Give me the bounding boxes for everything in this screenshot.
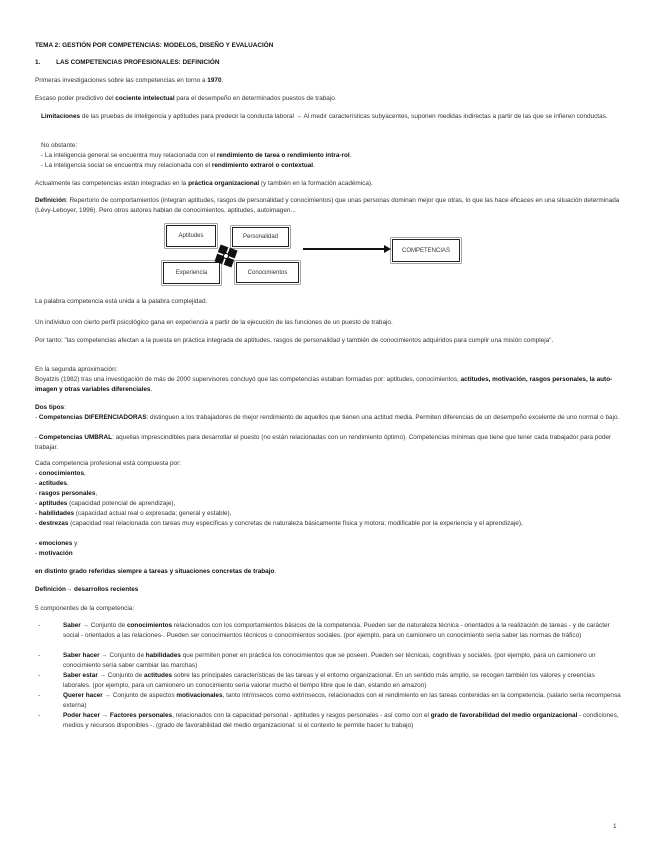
item-text [63, 671, 621, 691]
text: - [35, 520, 39, 527]
text: → Conjunto de [97, 672, 145, 679]
bullet: - [38, 692, 41, 699]
bold-text: Dos tipos [35, 404, 65, 411]
bold-text: conocimientos [126, 622, 173, 629]
puzzle-icon [214, 244, 238, 268]
text: , [84, 470, 86, 477]
section-number: 1. [35, 59, 41, 66]
text: Por tanto: "las competencias afectan a la puesta en práctica integrada de aptitudes, rasgos de personalidad y también de conocimientos adquiridos para cumplir una misión compleja". [35, 337, 554, 344]
text: , [95, 490, 98, 497]
text: Escaso poder predictivo del [35, 95, 116, 102]
text: - [35, 414, 39, 421]
text: . [313, 162, 315, 169]
bold-text: actitudes [38, 480, 67, 487]
section-label: LAS COMPETENCIAS PROFESIONALES: DEFINICIÓN [56, 59, 220, 66]
list-item [35, 433, 621, 453]
bold-text: en distinto grado referidas siempre a tareas y situaciones concretas de trabajo [35, 568, 275, 575]
paragraph [35, 459, 621, 469]
bold-text: Saber hacer [63, 652, 100, 659]
list-item [41, 161, 621, 171]
bold-text: Competencias DIFERENCIADORAS [38, 414, 147, 421]
diagram-box-competencias: COMPETENCIAS [392, 239, 460, 262]
bold-text: Poder hacer [63, 712, 100, 719]
text: → Conjunto de [80, 622, 127, 629]
bold-text: destrezas [38, 520, 69, 527]
text: : aquellas imprescindibles para desarrollar el puesto (no están relacionadas con un rendimiento óptimo). Competencias mínimas que tiene que tener cada trabajador para poder trabajar. [35, 434, 612, 451]
list-item [35, 489, 621, 499]
list-item [35, 539, 621, 549]
text: - [35, 490, 39, 497]
text: . [274, 568, 277, 575]
text: Actualmente las competencias están integradas en la [35, 180, 189, 187]
diagram-box-experiencia: Experiencia [163, 262, 220, 284]
text: : [64, 404, 66, 411]
bold-text: rendimiento extrarol o contextual [211, 162, 314, 169]
item-text [63, 651, 621, 671]
paragraph [35, 604, 621, 614]
definition-paragraph [35, 196, 621, 216]
list-item [35, 469, 621, 479]
paragraph [35, 76, 621, 86]
text: que permiten poner en práctica los conocimientos que se poseen. Pueden ser técnicas, cognitivas y sociales. (por ejemplo, para un camionero un conocimiento sería saber cambiar las marchas) [63, 652, 596, 669]
diagram-box-conocimientos: Conocimientos [236, 262, 299, 283]
text: 5 componentes de la competencia: [35, 605, 135, 612]
bold-text: práctica organizacional [188, 180, 260, 187]
bold-text: aptitudes [38, 500, 68, 507]
paragraph [35, 365, 621, 375]
text: para el desempeño en determinados puestos de trabajo. [174, 95, 337, 102]
bold-text: Definición→ desarrollos recientes [35, 586, 139, 593]
text: - [35, 510, 39, 517]
list-item [35, 413, 621, 423]
subheading [35, 585, 621, 595]
item-text [63, 711, 621, 731]
paragraph [35, 403, 621, 413]
text: - La inteligencia social se encuentra muy relacionada con el [41, 162, 212, 169]
bold-text: actitudes [144, 672, 173, 679]
text: , relacionados con la capacidad personal - aptitudes y rasgos personales - así como con el [172, 712, 431, 719]
bold-text: Saber estar [63, 672, 98, 679]
item-text [63, 691, 621, 711]
text: Primeras investigaciones sobre las competencias en torno a [35, 77, 208, 84]
document-title: TEMA 2: GESTIÓN POR COMPETENCIAS: MODELOS, DISEÑO Y EVALUACIÓN [35, 42, 274, 49]
text: - condiciones, medios y recursos disponibles -. (grado de favorabilidad del medio organizacional: si el contexto te permite hacer tu trabajo) [63, 712, 619, 729]
bold-text: grado de favorabilidad del medio organizacional [430, 712, 578, 719]
paragraph [35, 318, 621, 328]
paragraph [35, 94, 621, 104]
text: . [150, 386, 153, 393]
paragraph [41, 141, 621, 151]
bold-text: motivación [38, 550, 73, 557]
text: → Conjunto de aspectos [102, 692, 177, 699]
bullet: - [38, 622, 41, 629]
bold-text: 1970 [207, 77, 222, 84]
limitations-paragraph [41, 112, 621, 122]
paragraph [35, 375, 621, 395]
text: (capacidad actual real o expresada; general y estable), [74, 510, 232, 517]
bold-text: actitudes, motivación, rasgos personales, la auto-imagen y otras variables diferenciales [35, 376, 613, 393]
bold-text: cociente intelectual [115, 95, 175, 102]
text: - [35, 540, 39, 547]
bold-text: Querer hacer [63, 692, 103, 699]
text: y [72, 540, 78, 547]
bold-text: Saber [63, 622, 81, 629]
bullet: - [38, 712, 41, 719]
diagram-box-personalidad: Personalidad [232, 227, 289, 247]
text: de las pruebas de inteligencia y aptitudes para predecir la conducta laboral → Al medir características subyacentes, suponen medidas indirectas a partir de las que se infieren conductas. [80, 113, 608, 120]
bold-text: rasgos personales [38, 490, 96, 497]
text: , [66, 480, 69, 487]
page-number: 1 [613, 823, 617, 830]
text: Cada competencia profesional está compuesta por: [35, 460, 182, 467]
text: relacionados con los comportamientos básicos de la competencia. Pueden ser de naturaleza técnica - orientados a la realización de tareas - y de carácter social - orientados a las relaciones-. Pueden ser conocimientos técnicos o conocimientos sociales. (por ejemplo, para un camionero un conocimiento sería saber las normas de tráfico) [63, 622, 610, 639]
list-item [35, 499, 621, 509]
list-item [35, 549, 621, 559]
list-item [41, 151, 621, 161]
arrow-icon [302, 244, 392, 254]
text: - [35, 480, 39, 487]
text: - [35, 550, 39, 557]
paragraph [35, 567, 621, 577]
section-heading [35, 58, 621, 68]
text: Boyatzis (1982) tras una investigación de más de 2000 supervisores concluyó que las competencias estaban formadas por: aptitudes, conocimientos, [35, 376, 461, 383]
text: - [35, 500, 39, 507]
text: (capacidad potencial de aprendizaje), [67, 500, 176, 507]
bold-text: habilidades [38, 510, 75, 517]
bold-text: Factores personales [109, 712, 173, 719]
bullet: - [38, 672, 41, 679]
bold-text: Definición [35, 197, 66, 204]
diagram-box-aptitudes: Aptitudes [166, 225, 216, 247]
text: - La inteligencia general se encuentra muy relacionada con el [41, 152, 217, 159]
text: Un individuo con cierto perfil psicológico gana en experiencia a partir de la ejecución de las funciones de un puesto de trabajo. [35, 319, 393, 326]
text: . [349, 152, 352, 159]
text: → [99, 712, 110, 719]
list-item [35, 479, 621, 489]
text: : distinguen a los trabajadores de mejor rendimiento de aquellos que tienen una actitud media. Permiten diferencias de un desempeño excelente de uno normal o bajo. [146, 414, 620, 421]
text: . [221, 77, 224, 84]
text: La palabra competencia está unida a la palabra complejidad. [35, 298, 208, 305]
bullet: - [38, 652, 41, 659]
text: (y también en la formación académica). [259, 180, 373, 187]
bold-text: rendimiento de tarea o rendimiento intra-rol [216, 152, 350, 159]
text: - [35, 470, 39, 477]
bold-text: habilidades [145, 652, 181, 659]
text: : Repertorio de comportamientos (integran aptitudes, rasgos de personalidad y conocimientos) que unas personas dominan mejor que otras, lo que las hace eficaces en una situación determinada (Lévy-Leboyer, 1996). Pero otros autores hablan de conocimientos, aptitudes, autoimagen... [35, 197, 620, 214]
bold-text: conocimientos [38, 470, 85, 477]
bold-text: Limitaciones [41, 113, 81, 120]
paragraph [35, 179, 621, 189]
text: - [35, 434, 39, 441]
paragraph [35, 336, 621, 346]
bold-text: Competencias UMBRAL [38, 434, 113, 441]
bold-text: motivacionales [176, 692, 223, 699]
bold-text: emociones [38, 540, 73, 547]
item-text [63, 621, 621, 641]
text: En la segunda aproximación: [35, 366, 118, 373]
text: , tanto intrínsecos como extrínsecos, relacionados con el rendimiento en las tareas contenidas en la competencia. (salario sería recompensa externa) [63, 692, 621, 709]
list-item [35, 519, 621, 529]
list-item [35, 509, 621, 519]
text: No obstante: [41, 142, 78, 149]
text: sobre las principales características de las tareas y el entorno organizacional. En un sentido más amplio, se recogen también los valores y creencias laborales. (por ejemplo, para un camionero un conocimiento sería valorar mucho el tiempo libre que le dan, estando en amazon) [63, 672, 595, 689]
text: → Conjunto de [99, 652, 146, 659]
paragraph [35, 297, 621, 307]
text: (capacidad real relacionada con tareas muy específicas y concretas de naturaleza básicamente física y motora; modificable por la experiencia y el aprendizaje), [68, 520, 523, 527]
